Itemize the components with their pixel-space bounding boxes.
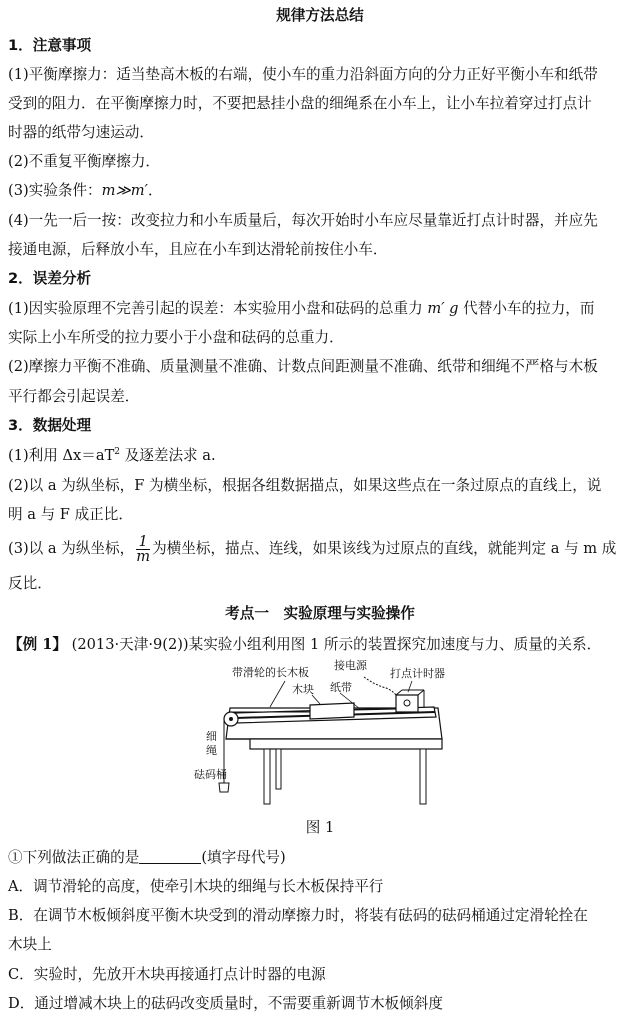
question-stem-post: (填字母代号) [201,849,286,866]
s1-p3-post: ． [147,182,163,199]
label-block: 木块 [292,683,314,696]
s1-p1-line3: 时器的纸带匀速运动． [8,124,154,141]
s2-p1-pre: (1)因实验原理不完善引起的误差：本实验用小盘和砝码的总重力 [8,300,423,317]
s1-p3 [8,181,163,201]
s3-p3-line2: 反比． [8,575,52,592]
s3-p1 [8,446,216,466]
table-edge [250,739,442,749]
figure-1-apparatus [190,655,452,808]
question-stem [8,848,286,868]
table-leg [264,749,270,804]
s2-p1-line1 [8,299,595,319]
s1-p2: (2)不重复平衡摩擦力． [8,153,161,170]
section-2-heading: 2．误差分析 [8,270,92,287]
label-tape: 纸带 [330,681,352,694]
s3-p2-line2: 明 a 与 F 成正比． [8,506,133,523]
example-line [8,635,601,655]
example-text: (2013·天津·9(2))某实验小组利用图 1 所示的装置探究加速度与力、质量的关系． [71,636,602,653]
option-d: D．通过增减木块上的砝码改变质量时，不需要重新调节木板倾斜度 [8,995,443,1012]
section-kaodian-title: 考点一 实验原理与实验操作 [225,605,415,622]
option-c: C．实验时，先放开木块再接通打点计时器的电源 [8,966,326,983]
s1-p3-math: m≫m′ [101,182,148,199]
s3-p3-post: 为横坐标，描点、连线，如果该线为过原点的直线，就能判定 a 与 m 成 [152,540,617,557]
label-rope-2: 绳 [206,744,217,757]
table-leg [420,749,426,804]
s2-p2-line2: 平行都会引起误差． [8,388,140,405]
label-bucket: 砝码桶 [194,768,227,781]
s1-p1-line2: 受到的阻力．在平衡摩擦力时，不要把悬挂小盘的细绳系在小车上，让小车拉着穿过打点计 [8,95,592,112]
weight-bucket [219,783,229,792]
s3-p1-sup: 2 [114,447,121,458]
s3-p1-pre: (1)利用 Δx＝aT [8,447,115,464]
label-board: 带滑轮的长木板 [232,666,309,679]
figure-caption: 图 1 [305,819,335,836]
section-3-heading: 3．数据处理 [8,417,92,434]
s3-p3-pre: (3)以 a 为纵坐标， [8,540,135,557]
question-stem-pre: ①下列做法正确的是 [8,849,140,866]
s1-p3-pre: (3)实验条件： [8,182,102,199]
wood-block [310,703,354,719]
answer-blank[interactable] [139,849,201,864]
table-leg [276,749,281,789]
option-a: A．调节滑轮的高度，使牵引木块的细绳与长木板保持平行 [8,878,384,895]
s2-p2-line1: (2)摩擦力平衡不准确、质量测量不准确、计数点间距测量不准确、纸带和细绳不严格与木板 [8,358,598,375]
s1-p1-line1: (1)平衡摩擦力：适当垫高木板的右端，使小车的重力沿斜面方向的分力正好平衡小车和纸带 [8,66,598,83]
option-b-line1: B．在调节木板倾斜度平衡木块受到的滑动摩擦力时，将装有砝码的砝码桶通过定滑轮拴在 [8,907,588,924]
s1-p4-line2: 接通电源，后释放小车，且应在小车到达滑轮前按住小车． [8,241,388,258]
s2-p1-math: m′ g [427,300,459,317]
s1-p4-line1: (4)一先一后一按：改变拉力和小车质量后，每次开始时小车应尽量靠近打点计时器，并应先 [8,212,598,229]
fraction-denominator: m [136,547,151,565]
s3-p3-line1 [8,534,616,564]
s2-p1-line2: 实际上小车所受的拉力要小于小盘和砝码的总重力． [8,329,344,346]
fraction-one-over-m [136,532,151,565]
s2-p1-post: 代替小车的拉力，而 [463,300,595,317]
section-1-heading: 1．注意事项 [8,37,92,54]
page-title: 规律方法总结 [276,7,364,24]
label-power: 接电源 [334,659,367,672]
s3-p1-post: 及逐差法求 a. [124,447,216,464]
s3-p2-line1: (2)以 a 为纵坐标，F 为横坐标，根据各组数据描点，如果这些点在一条过原点的直线上，说 [8,477,602,494]
label-rope-1: 细 [206,730,217,743]
option-b-line2: 木块上 [8,936,52,953]
fraction-numerator: 1 [136,535,150,550]
example-tag: 【例 1】 [8,636,68,653]
label-timer: 打点计时器 [390,667,445,680]
